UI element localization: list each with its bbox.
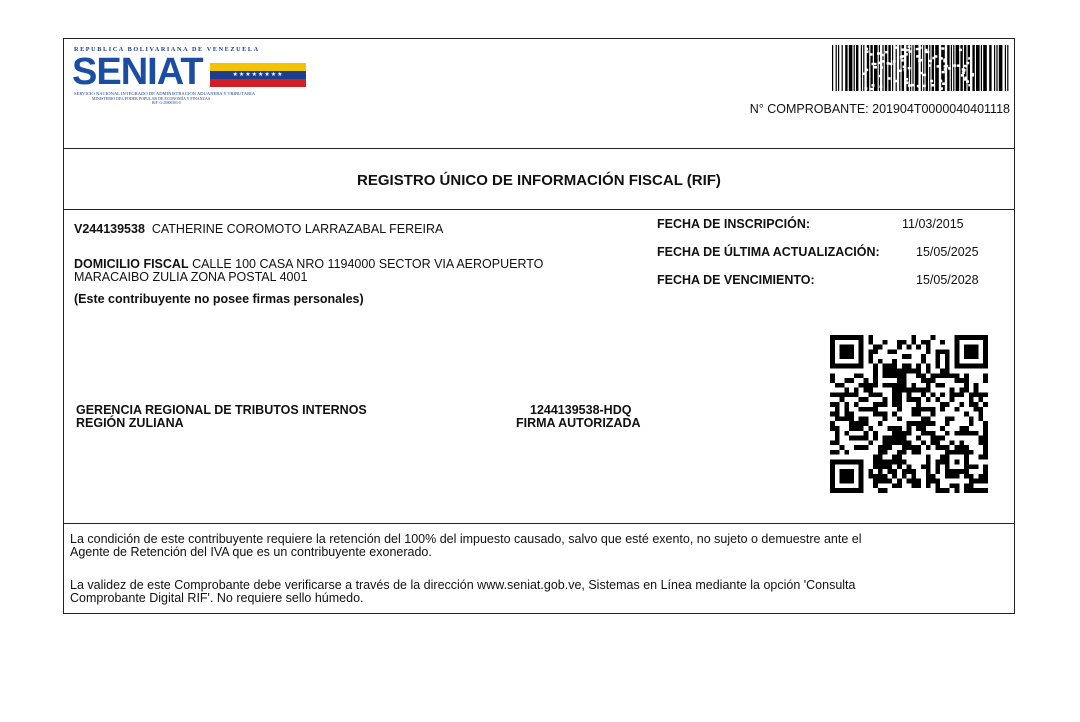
retention-notice — [70, 533, 1010, 559]
logo-subline-3: RIF: G-20000303-0 — [152, 100, 181, 105]
retention-notice-line-1: La condición de este contribuyente requiere la retención del 100% del impuesto causado, salvo que esté exento, no sujeto o demuestre ante el — [70, 532, 862, 546]
qr-code-icon — [830, 333, 988, 495]
document-title: REGISTRO ÚNICO DE INFORMACIÓN FISCAL (RIF) — [357, 172, 721, 189]
gerencia-line-2: REGIÓN ZULIANA — [76, 416, 184, 430]
firmas-note: (Este contribuyente no posee firmas personales) — [74, 292, 364, 306]
logo-subline-2: MINISTERIO DEL PODER POPULAR DE ECONOMÍA Y FINANZAS — [92, 96, 211, 101]
fecha-vencimiento-label: FECHA DE VENCIMIENTO: — [657, 273, 815, 287]
seniat-logo — [72, 45, 312, 105]
signature-code: 1244139538-HDQ — [530, 403, 632, 417]
fecha-actualizacion-label: FECHA DE ÚLTIMA ACTUALIZACIÓN: — [657, 245, 880, 259]
validity-notice — [70, 579, 1010, 605]
taxpayer-rif: V244139538 — [74, 222, 145, 236]
footer-divider — [64, 523, 1014, 524]
validity-notice-line-2: Comprobante Digital RIF'. No requiere sello húmedo. — [70, 591, 364, 605]
venezuela-flag-icon: ★★★★★★★★ — [210, 63, 306, 87]
rif-certificate — [63, 38, 1015, 614]
domicilio-label: DOMICILIO FISCAL — [74, 257, 189, 271]
signature-authorized: FIRMA AUTORIZADA — [516, 416, 641, 430]
taxpayer-line — [74, 222, 443, 236]
validity-notice-line-1: La validez de este Comprobante debe verificarse a través de la dirección www.seniat.gob.ve, Sistemas en Línea mediante la opción 'Consulta — [70, 578, 856, 592]
gerencia-line-1: GERENCIA REGIONAL DE TRIBUTOS INTERNOS — [76, 403, 367, 417]
domicilio-line-1 — [74, 257, 543, 271]
fecha-actualizacion-value: 15/05/2025 — [916, 245, 979, 259]
taxpayer-name: CATHERINE COROMOTO LARRAZABAL FEREIRA — [151, 222, 444, 236]
barcode-icon — [832, 45, 1010, 91]
comprobante-number: N° COMPROBANTE: 201904T0000040401118 — [749, 102, 1010, 116]
domicilio-line-2: MARACAIBO ZULIA ZONA POSTAL 4001 — [74, 270, 308, 284]
header-divider — [64, 148, 1014, 149]
logo-wordmark: SENIAT — [72, 51, 203, 93]
fecha-vencimiento-value: 15/05/2028 — [916, 273, 979, 287]
logo-subline-1: SERVICIO NACIONAL INTEGRADO DE ADMINISTRACION ADUANERA Y TRIBUTARIA — [74, 91, 256, 96]
retention-notice-line-2: Agente de Retención del IVA que es un contribuyente exonerado. — [70, 545, 432, 559]
logo-country-line: REPUBLICA BOLIVARIANA DE VENEZUELA — [74, 46, 260, 53]
fecha-inscripcion-value: 11/03/2015 — [902, 217, 964, 231]
title-divider — [64, 209, 1014, 210]
fecha-inscripcion-label: FECHA DE INSCRIPCIÓN: — [657, 217, 811, 231]
domicilio-address: CALLE 100 CASA NRO 1194000 SECTOR VIA AEROPUERTO — [192, 257, 544, 271]
